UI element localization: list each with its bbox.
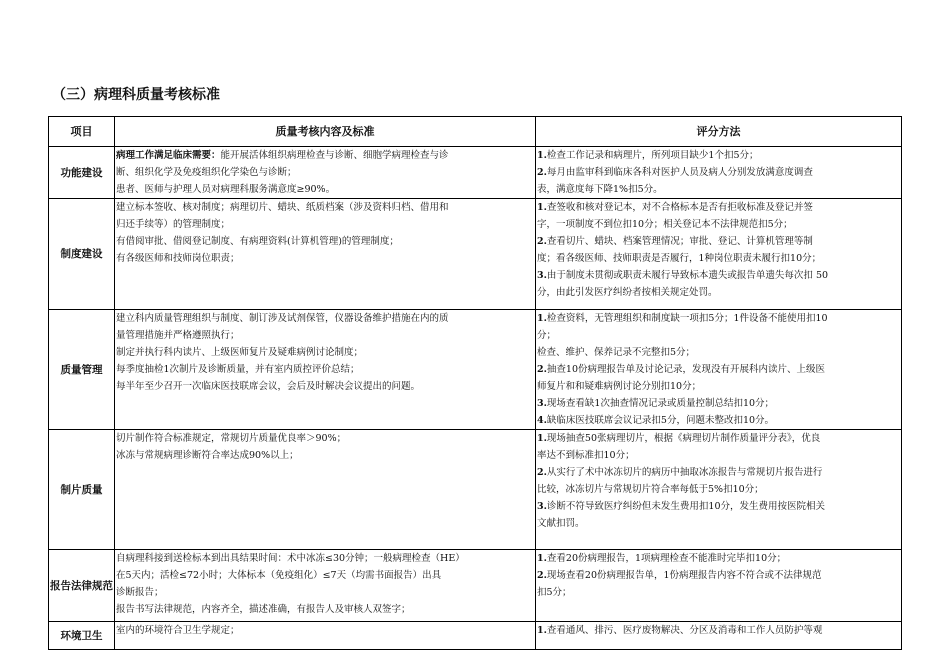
content-line: 建立科内质量管理组织与制度、制订涉及试剂保管，仪器设备维护措施在内的质 bbox=[116, 313, 449, 324]
method-line: 率达不到标准扣10分； bbox=[537, 450, 635, 461]
row-method bbox=[536, 622, 902, 650]
method-number: 2. bbox=[537, 236, 547, 247]
content-line: 有各级医师和技师岗位职责； bbox=[116, 253, 240, 264]
method-line: 1.查看通风、排污、医疗废物解决、分区及消毒和工作人员防护等观 bbox=[537, 625, 823, 636]
method-number: 1. bbox=[537, 625, 547, 636]
method-number: 3. bbox=[537, 270, 547, 281]
method-line: 分，由此引发医疗纠纷者按相关规定处罚。 bbox=[537, 287, 718, 298]
content-line: 报告书写法律规范，内容齐全，描述准确，有报告人及审核人双签字； bbox=[116, 604, 411, 615]
method-number: 2. bbox=[537, 467, 547, 478]
method-line: 文献扣罚。 bbox=[537, 518, 585, 529]
method-line: 师复片和和疑难病例讨论分别扣10分； bbox=[537, 381, 702, 392]
method-number: 1. bbox=[537, 313, 547, 324]
method-line: 3.现场查看缺1次抽查情况记录或质量控制总结扣10分； bbox=[537, 398, 775, 409]
row-item: 报告法律规范 bbox=[49, 550, 115, 622]
row-content bbox=[115, 622, 536, 650]
row-content bbox=[115, 550, 536, 622]
content-line: 冰冻与常规病理诊断符合率达成90%以上； bbox=[116, 450, 299, 461]
table-row bbox=[49, 550, 902, 622]
content-line: 制定并执行科内读片、上级医师复片及疑难病例讨论制度； bbox=[116, 347, 364, 358]
method-line: 2.查看切片、蜡块、档案管理情况；审批、登记、计算机管理等制 bbox=[537, 236, 813, 247]
method-line: 3.诊断不符导致医疗纠纷但未发生费用扣10分，发生费用按医院相关 bbox=[537, 501, 826, 512]
content-line: 自病理科接到送检标本到出具结果时间：术中冰冻≤30分钟；一般病理检查（HE） bbox=[116, 553, 465, 564]
table-row bbox=[49, 310, 902, 430]
row-item: 质量管理 bbox=[49, 310, 115, 430]
content-line: 诊断报告； bbox=[116, 587, 164, 598]
content-line: 建立标本签收、核对制度；病理切片、蜡块、纸质档案（涉及资料归档、借用和 bbox=[116, 202, 449, 213]
section-title: （三）病理科质量考核标准 bbox=[52, 87, 220, 103]
row-content bbox=[115, 147, 536, 199]
content-line: 室内的环境符合卫生学规定； bbox=[116, 625, 240, 636]
method-line: 1.检查资料，无管理组织和制度缺一项扣5分；1件设备不能使用扣10 bbox=[537, 313, 828, 324]
row-method bbox=[536, 430, 902, 550]
row-item: 制片质量 bbox=[49, 430, 115, 550]
row-method bbox=[536, 550, 902, 622]
row-method bbox=[536, 147, 902, 199]
content-line: 切片制作符合标准规定，常规切片质量优良率＞90%； bbox=[116, 433, 347, 444]
method-line: 1.检查工作记录和病理片，所列项目缺少1个扣5分； bbox=[537, 150, 759, 161]
content-line: 归还手续等）的管理制度； bbox=[116, 219, 231, 230]
table-row bbox=[49, 430, 902, 550]
method-number: 1. bbox=[537, 150, 547, 161]
method-line: 扣5分； bbox=[537, 587, 572, 598]
method-number: 1. bbox=[537, 202, 547, 213]
content-line: 有借阅审批、借阅登记制度、有病理资料(计算机管理)的管理制度； bbox=[116, 236, 399, 247]
method-line: 比较，冰冻切片与常规切片符合率每低于5%扣10分； bbox=[537, 484, 764, 495]
method-number: 2. bbox=[537, 570, 547, 581]
method-number: 1. bbox=[537, 433, 547, 444]
table-row bbox=[49, 199, 902, 310]
row-content bbox=[115, 199, 536, 310]
method-line: 度；看各级医师、技师职责是否履行，1种岗位职责未履行扣10分； bbox=[537, 253, 822, 264]
method-line: 1.现场抽查50张病理切片，根据《病理切片制作质量评分表》，优良 bbox=[537, 433, 821, 444]
content-line: 断、组织化学及免疫组织化学染色与诊断； bbox=[116, 167, 297, 178]
row-method bbox=[536, 199, 902, 310]
content-line: 患者、医师与护理人员对病理科服务满意度≥90%。 bbox=[116, 184, 336, 195]
row-item: 制度建设 bbox=[49, 199, 115, 310]
quality-standard-table bbox=[48, 116, 902, 650]
method-line: 2.现场查看20份病理报告单，1份病理报告内容不符合或不法律规范 bbox=[537, 570, 822, 581]
table-header-row bbox=[49, 117, 902, 147]
method-number: 3. bbox=[537, 398, 547, 409]
method-line: 2.每月由监审科到临床各科对医护人员及病人分别发放满意度调查 bbox=[537, 167, 813, 178]
method-line: 3.由于制度未贯彻或职责未履行导致标本遗失或报告单遗失每次扣 50 bbox=[537, 270, 829, 281]
table-row bbox=[49, 622, 902, 650]
row-content bbox=[115, 430, 536, 550]
method-line: 表，满意度每下降1%扣5分。 bbox=[537, 184, 663, 195]
content-line: 每半年至少召开一次临床医技联席会议，会后及时解决会议提出的问题。 bbox=[116, 381, 421, 392]
header-content: 质量考核内容及标准 bbox=[115, 117, 536, 147]
method-line: 1.查签收和核对登记本，对不合格标本是否有拒收标准及登记并签 bbox=[537, 202, 813, 213]
row-item: 功能建设 bbox=[49, 147, 115, 199]
method-line: 4.缺临床医技联席会议记录扣5分，问题未整改扣10分。 bbox=[537, 415, 775, 426]
content-line: 在5天内；活检≤72小时；大体标本（免疫组化）≤7天（均需书面报告）出具 bbox=[116, 570, 442, 581]
row-content bbox=[115, 310, 536, 430]
table-row bbox=[49, 147, 902, 199]
header-method: 评分方法 bbox=[536, 117, 902, 147]
row-item: 环境卫生 bbox=[49, 622, 115, 650]
method-line: 2.抽查10份病理报告单及讨论记录，发现没有开展科内读片、上级医 bbox=[537, 364, 826, 375]
method-line: 1.查看20份病理报告，1项病理检查不能准时完毕扣10分； bbox=[537, 553, 787, 564]
header-item: 项目 bbox=[49, 117, 115, 147]
method-line: 检查、维护、保养记录不完整扣5分； bbox=[537, 347, 696, 358]
method-number: 3. bbox=[537, 501, 547, 512]
method-number: 4. bbox=[537, 415, 547, 426]
method-line: 2.从实行了术中冰冻切片的病历中抽取冰冻报告与常规切片报告进行 bbox=[537, 467, 823, 478]
method-line: 字，一项制度不到位扣10分；相关登记本不法律规范扣5分； bbox=[537, 219, 793, 230]
method-number: 2. bbox=[537, 364, 547, 375]
method-line: 分； bbox=[537, 330, 557, 341]
content-line: 每季度抽检1次制片及诊断质量，并有室内质控评价总结； bbox=[116, 364, 360, 375]
content-line: 病理工作满足临床需要：能开展活体组织病理检查与诊断、细胞学病理检查与诊 bbox=[116, 150, 449, 161]
row-method bbox=[536, 310, 902, 430]
content-lead: 病理工作满足临床需要： bbox=[116, 150, 221, 161]
content-line: 量管理措施并严格遵照执行； bbox=[116, 330, 240, 341]
method-number: 2. bbox=[537, 167, 547, 178]
method-number: 1. bbox=[537, 553, 547, 564]
